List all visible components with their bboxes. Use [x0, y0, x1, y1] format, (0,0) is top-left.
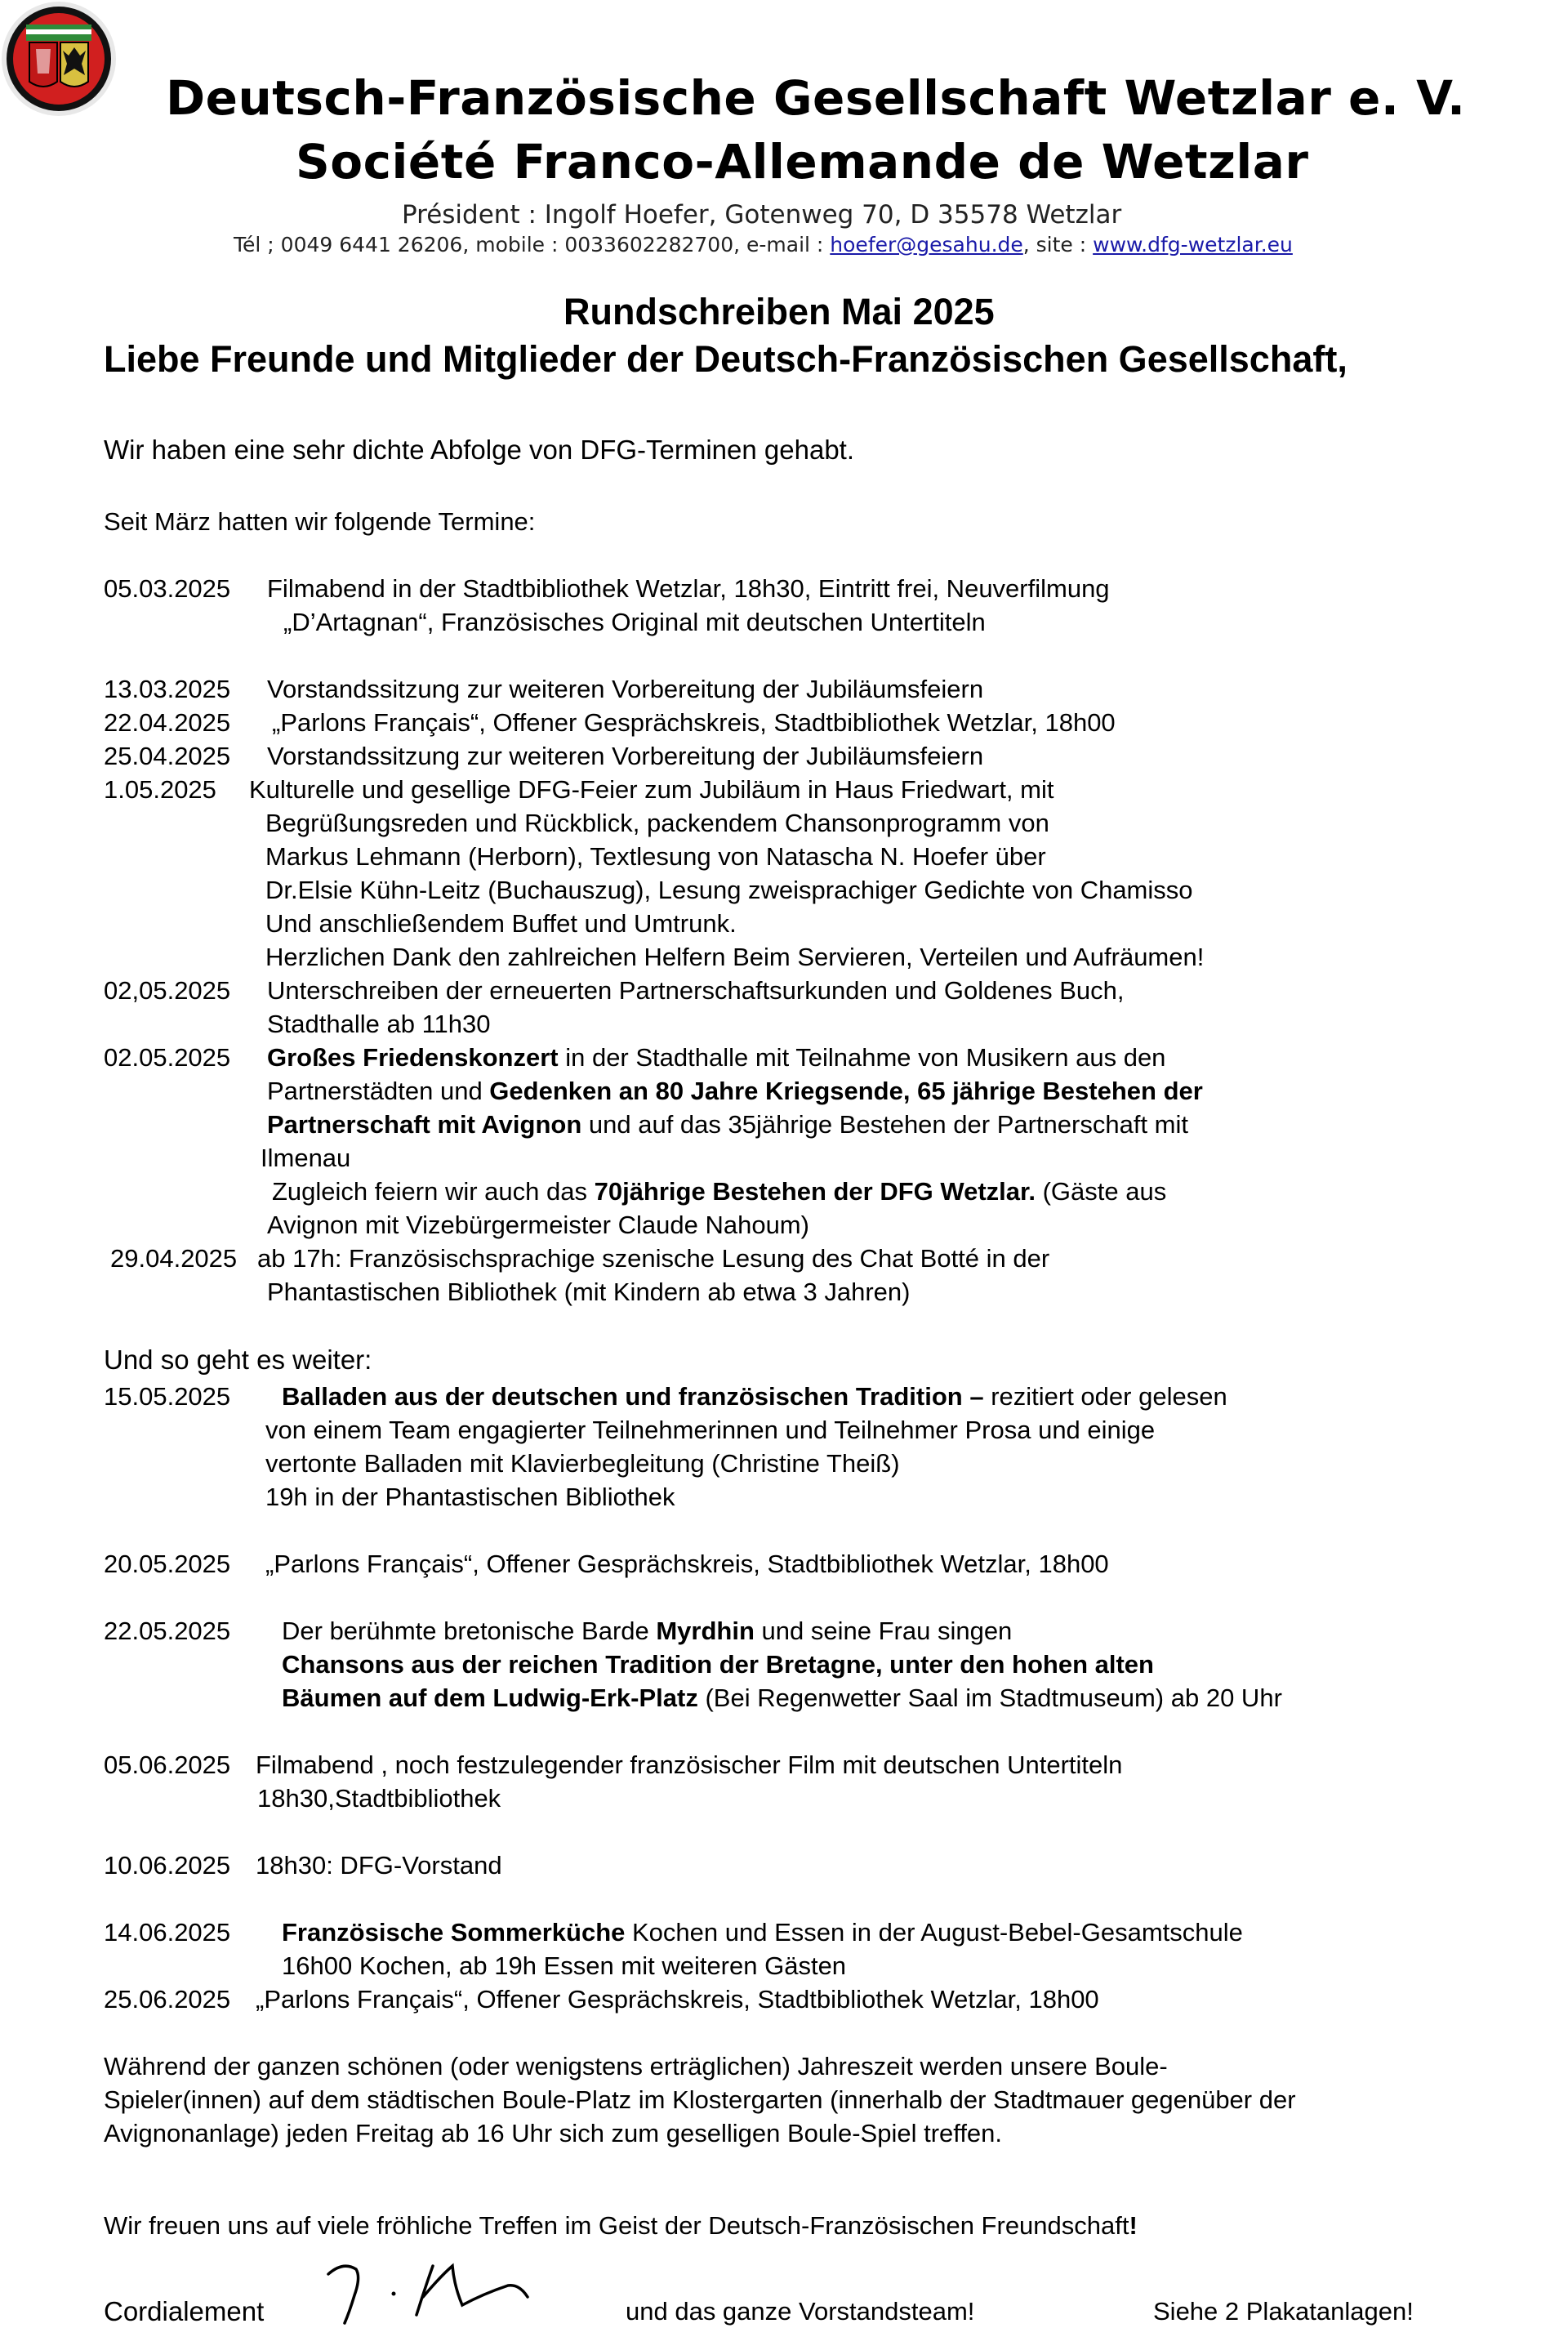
closing-line: Wir freuen uns auf viele fröhliche Treffen im Geist der Deutsch-Französischen Freundschaft! [104, 2211, 1138, 2240]
event-line: Begrüßungsreden und Rückblick, packendem Chansonprogramm von [265, 809, 1049, 837]
event-date: 10.06.2025 [104, 1851, 231, 1880]
event-date: 25.06.2025 [104, 1985, 231, 2014]
letter-page: Deutsch-Französische Gesellschaft Wetzlar e. V. Société Franco-Allemande de Wetzlar Président : Ingolf Hoefer, Gotenweg 70, D 35578 Wetzlar Tél ; 0049 6441 26206, mobile : 0033602282700, e-mail : hoefer@gesahu.de, site : www.dfg-wetzlar.eu Rundschreiben Mai 2025 Liebe Freunde und Mitglieder der Deutsch-Französischen Gesellschaft, Wir haben eine sehr dichte Abfolge von DFG-Terminen gehabt. Seit März hatten wir folgende Termine: 05.03.2025 Filmabend in der Stadtbibliothek Wetzlar, 18h30, Eintritt frei, Neuverfilmung „D’Artagnan“, Französisches Original mit deutschen Untertiteln 13.03.2025 Vorstandssitzung zur weiteren Vorbereitung der Jubiläumsfeiern 22.04.2025 „Parlons Français“, Offener Gesprächskreis, Stadtbibliothek Wetzlar, 18h00 25.04.2025 Vorstandssitzung zur weiteren Vorbereitung der Jubiläumsfeiern 1.05.2025 Kulturelle und gesellige DFG-Feier zum Jubiläum in Haus Friedwart, mit Begrüßungsreden und Rückblick, packendem Chansonprogramm von Markus Lehmann (Herborn), Textlesung von Natascha N. Hoefer über Dr.Elsie Kühn-Leitz (Buchauszug), Lesung zweisprachiger Gedichte von Chamisso Und anschließendem Buffet und Umtrunk. Herzlichen Dank den zahlreichen Helfern Beim Servieren, Verteilen und Aufräumen! 02,05.2025 Unterschreiben der erneuerten Partnerschaftsurkunden und Goldenes Buch, Stadthalle ab 11h30 02.05.2025 Großes Friedenskonzert in der Stadthalle mit Teilnahme von Musikern aus den Partnerstädten und Gedenken an 80 Jahre Kriegsende, 65 jährige Bestehen der Partnerschaft mit Avignon und auf das 35jährige Bestehen der Partnerschaft mit Ilmenau Zugleich feiern wir auch das 70jährige Bestehen der DFG Wetzlar. (Gäste aus Avignon mit Vizebürgermeister Claude Nahoum) 29.04.2025 ab 17h: Französischsprachige szenische Lesung des Chat Botté in der Phantastischen Bibliothek (mit Kindern ab etwa 3 Jahren) Und so geht es weiter: 15.05.2025 Balladen aus der deutschen und französischen Tradition – rezitiert oder gelesen von einem Team engagierter Teilnehmerinnen und Teilnehmer Prosa und einige vertonte Balladen mit Klavierbegleitung (Christine Theiß) 19h in der Phantastischen Bibliothek 20.05.2025 „Parlons Français“, Offener Gesprächskreis, Stadtbibliothek Wetzlar, 18h00 22.05.2025 Der berühmte bretonische Barde Myrdhin und seine Frau singen Chansons aus der reichen Tradition der Bretagne, unter den hohen alten Bäumen auf dem Ludwig-Erk-Platz (Bei Regenwetter Saal im Stadtmuseum) ab 20 Uhr 05.06.2025 Filmabend , noch festzulegender französischer Film mit deutschen Untertiteln 18h30,Stadtbibliothek 10.06.2025 18h30: DFG-Vorstand 14.06.2025 Französische Sommerküche Kochen und Essen in der August-Bebel-Gesamtschule 16h00 Kochen, ab 19h Essen mit weiteren Gästen 25.06.2025 „Parlons Français“, Offener Gesprächskreis, Stadtbibliothek Wetzlar, 18h00 Während der ganzen schönen (oder wenigstens erträglichen) Jahreszeit werden unsere Boule- Spieler(innen) auf dem städtischen Boule-Platz im Klostergarten (innerhalb der Stadtmauer gegenüber der Avignonanlage) jeden Freitag ab 16 Uhr sich zum geselligen Boule-Spiel treffen. Wir freuen uns auf viele fröhliche Treffen im Geist der Deutsch-Französischen Freundschaft! Cordialement und das ganze Vorstandsteam! Siehe 2 Plakatanlagen! [0, 0, 1568, 2326]
event-line: „D’Artagnan“, Französisches Original mit deutschen Untertiteln [283, 608, 986, 636]
contact-prefix: Tél ; 0049 6441 26206, mobile : 0033602282700, e-mail : [234, 233, 831, 256]
signature [318, 2248, 621, 2326]
event-line: Und anschließendem Buffet und Umtrunk. [265, 909, 737, 938]
event-line: „Parlons Français“, Offener Gesprächskreis, Stadtbibliothek Wetzlar, 18h00 [272, 708, 1116, 737]
event-line: Kulturelle und gesellige DFG-Feier zum Jubiläum in Haus Friedwart, mit [249, 775, 1054, 804]
event-date: 02,05.2025 [104, 976, 231, 1005]
society-title-de: Deutsch-Französische Gesellschaft Wetzlar e. V. [166, 70, 1466, 126]
event-line: Vorstandssitzung zur weiteren Vorbereitung der Jubiläumsfeiern [267, 675, 984, 703]
event-line: ab 17h: Französischsprachige szenische Lesung des Chat Botté in der [257, 1244, 1050, 1273]
letter-greeting: Liebe Freunde und Mitglieder der Deutsch-Französischen Gesellschaft, [104, 338, 1348, 380]
intro-text: Wir haben eine sehr dichte Abfolge von DFG-Terminen gehabt. [104, 435, 855, 465]
team-text: und das ganze Vorstandsteam! [626, 2297, 975, 2326]
event-line: „Parlons Français“, Offener Gesprächskreis, Stadtbibliothek Wetzlar, 18h00 [265, 1550, 1109, 1578]
event-date: 20.05.2025 [104, 1550, 231, 1578]
society-logo [0, 0, 121, 121]
event-date: 25.04.2025 [104, 742, 231, 770]
contact-mid: , site : [1022, 233, 1094, 256]
event-line: Markus Lehmann (Herborn), Textlesung von Natascha N. Hoefer über [265, 842, 1046, 871]
event-date: 22.05.2025 [104, 1617, 231, 1645]
event-date: 1.05.2025 [104, 775, 216, 804]
event-line: Filmabend , noch festzulegender französischer Film mit deutschen Untertiteln [256, 1750, 1123, 1779]
upcoming-heading: Und so geht es weiter: [104, 1345, 372, 1375]
event-date: 13.03.2025 [104, 675, 231, 703]
event-line: 19h in der Phantastischen Bibliothek [265, 1483, 675, 1511]
event-date: 22.04.2025 [104, 708, 231, 737]
event-line: Vorstandssitzung zur weiteren Vorbereitung der Jubiläumsfeiern [267, 742, 984, 770]
event-date: 29.04.2025 [110, 1244, 238, 1273]
letter-title: Rundschreiben Mai 2025 [564, 291, 995, 332]
concert-line-1: Großes Friedenskonzert in der Stadthalle mit Teilnahme von Musikern aus den [267, 1043, 1166, 1072]
event-line: Dr.Elsie Kühn-Leitz (Buchauszug), Lesung zweisprachiger Gedichte von Chamisso [265, 876, 1193, 904]
contact-line [234, 233, 1293, 256]
concert-line-2: Partnerstädten und Gedenken an 80 Jahre Kriegsende, 65 jährige Bestehen der [267, 1077, 1203, 1105]
event-line: Unterschreiben der erneuerten Partnerschaftsurkunden und Goldenes Buch, [267, 976, 1125, 1005]
event-date: 05.06.2025 [104, 1750, 231, 1779]
event-line: Stadthalle ab 11h30 [267, 1010, 491, 1038]
posters-note: Siehe 2 Plakatanlagen! [1153, 2297, 1414, 2326]
event-date: 05.03.2025 [104, 574, 231, 603]
event-line: 18h30: DFG-Vorstand [256, 1851, 502, 1880]
event-date: 15.05.2025 [104, 1382, 231, 1411]
event-date: 14.06.2025 [104, 1918, 231, 1947]
event-line: „Parlons Français“, Offener Gesprächskreis, Stadtbibliothek Wetzlar, 18h00 [256, 1985, 1099, 2014]
event-line: Filmabend in der Stadtbibliothek Wetzlar, 18h30, Eintritt frei, Neuverfilmung [267, 574, 1110, 603]
event-line: Phantastischen Bibliothek (mit Kindern ab etwa 3 Jahren) [267, 1278, 911, 1306]
concert-line-6: Avignon mit Vizebürgermeister Claude Nahoum) [267, 1211, 809, 1239]
event-line: von einem Team engagierter Teilnehmerinnen und Teilnehmer Prosa und einige [265, 1416, 1156, 1444]
boule-paragraph: Während der ganzen schönen (oder wenigstens erträglichen) Jahreszeit werden unsere Boule- Spieler(innen) auf dem städtischen Boule-Platz im Klostergarten (innerhalb der Stadtmauer gegenüber der Avignonanlage) jeden Freitag ab 16 Uhr sich zum geselligen Boule-Spiel treffen. [104, 2052, 1296, 2147]
event-line: 18h30,Stadtbibliothek [257, 1784, 501, 1813]
website-link[interactable]: www.dfg-wetzlar.eu [1093, 233, 1293, 256]
cordialement: Cordialement [104, 2296, 265, 2326]
concert-line-4: Ilmenau [261, 1144, 351, 1172]
president-line: Président : Ingolf Hoefer, Gotenweg 70, D 35578 Wetzlar [402, 200, 1122, 230]
society-title-fr: Société Franco-Allemande de Wetzlar [296, 134, 1309, 190]
email-link[interactable]: hoefer@gesahu.de [830, 233, 1023, 256]
event-date: 02.05.2025 [104, 1043, 231, 1072]
concert-line-3: Partnerschaft mit Avignon und auf das 35jährige Bestehen der Partnerschaft mit [267, 1110, 1188, 1139]
event-line: Herzlichen Dank den zahlreichen Helfern Beim Servieren, Verteilen und Aufräumen! [265, 943, 1205, 971]
event-line: vertonte Balladen mit Klavierbegleitung (Christine Theiß) [265, 1449, 900, 1478]
since-march-text: Seit März hatten wir folgende Termine: [104, 507, 536, 536]
concert-line-5: Zugleich feiern wir auch das 70jährige Bestehen der DFG Wetzlar. (Gäste aus [272, 1177, 1167, 1206]
